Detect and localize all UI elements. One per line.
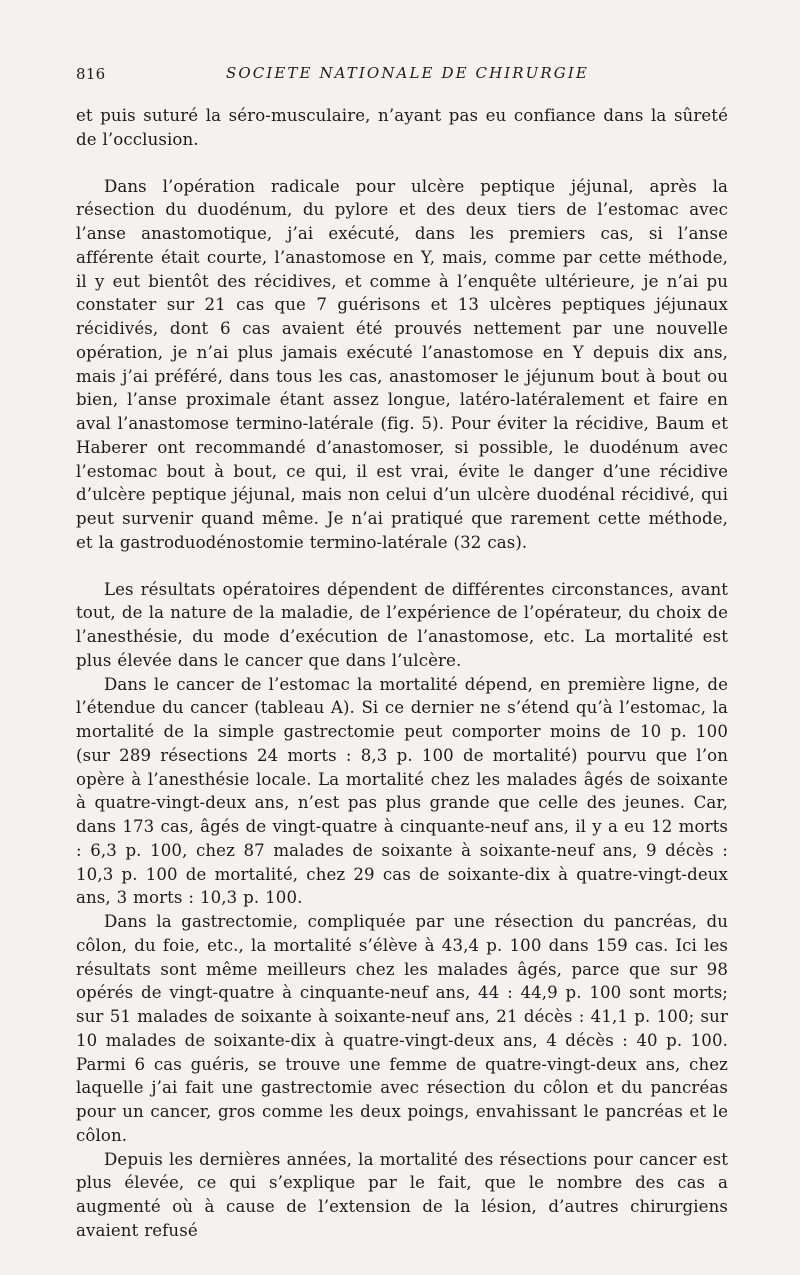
paragraph-cancer-mortality: Dans le cancer de l’estomac la mortalité dépend, en première ligne, de l’étendue du cancer (tableau A). Si ce dernier ne s’étend qu’à l’estomac, la mortalité de la simple gastrectomie peut comporter moins de 10 p. 100 (sur 289 résections 24 morts : 8,3 p. 100 de mortalité) pourvu que l’on opère à l’anesthésie locale. La mortalité chez les malades âgés de soixante à quatre-vingt-deux ans, n’est pas plus grande que celle des jeunes. Car, dans 173 cas, âgés de vingt-quatre à cinquante-neuf ans, il y a eu 12 morts : 6,3 p. 100, chez 87 malades de soixante à soixante-neuf ans, 9 décès : 10,3 p. 100 de mortalité, chez 29 cas de soixante-dix à quatre-vingt-deux ans, 3 morts : 10,3 p. 100.	[76, 674, 728, 908]
paragraph-operative-results: Les résultats opératoires dépendent de différentes circonstances, avant tout, de la nature de la maladie, de l’expérience de l’opérateur, du choix de l’anesthésie, du mode d’exécution de l’anastomose, etc. La mortalité est plus élevée dans le cancer que dans l’ulcère.	[76, 579, 728, 670]
page	[76, 62, 728, 1243]
page-header	[76, 62, 728, 92]
paragraph-continuation: et puis suturé la séro-musculaire, n’ayant pas eu confiance dans la sûreté de l’occlusion.	[76, 106, 728, 149]
text-body	[76, 104, 728, 1243]
paragraph-gastrectomy-complicated: Dans la gastrectomie, compliquée par une résection du pancréas, du côlon, du foie, etc., la mortalité s’élève à 43,4 p. 100 dans 159 cas. Ici les résultats sont même meilleurs chez les malades âgés, parce que sur 98 opérés de vingt-quatre à cinquante-neuf ans, 44 : 44,9 p. 100 sont morts; sur 51 malades de soixante à soixante-neuf ans, 21 décès : 41,1 p. 100; sur 10 malades de soixante-dix à quatre-vingt-deux ans, 4 décès : 40 p. 100. Parmi 6 cas guéris, se trouve une femme de quatre-vingt-deux ans, chez laquelle j’ai fait une gastrectomie avec résection du côlon et du pancréas pour un cancer, gros comme les deux poings, envahissant le pancréas et le côlon.	[76, 912, 728, 1145]
paragraph-peptic-ulcer: Dans l’opération radicale pour ulcère peptique jéjunal, après la résection du duodénum, du pylore et des deux tiers de l’estomac avec l’anse anastomotique, j’ai exécuté, dans les premiers cas, si l’anse afférente était courte, l’anastomose en Y, mais, comme par cette méthode, il y eut bientôt des récidives, et comme à l’enquête ultérieure, je n’ai pu constater sur 21 cas que 7 guérisons et 13 ulcères peptiques jéjunaux récidivés, dont 6 cas avaient été prouvés nettement par une nouvelle opération, je n’ai plus jamais exécuté l’anastomose en Y depuis dix ans, mais j’ai préféré, dans tous les cas, anastomoser le jéjunum bout à bout ou bien, l’anse proximale étant assez longue, latéro-latéralement et faire en aval l’anastomose termino-latérale (fig. 5). Pour éviter la récidive, Baum et Haberer ont recommandé d’anastomoser, si possible, le duodénum avec l’estomac bout à bout, ce qui, il est vrai, évite le danger d’une récidive d’ulcère peptique jéjunal, mais non celui d’un ulcère duodénal récidivé, qui peut survenir quand même. Je n’ai pratiqué que rarement cette méthode, et la gastroduodénostomie termino-latérale (32 cas).	[76, 176, 728, 552]
page-number: 816	[76, 65, 106, 83]
running-head: SOCIETE NATIONALE DE CHIRURGIE	[226, 64, 589, 82]
paragraph-recent-years: Depuis les dernières années, la mortalité des résections pour cancer est plus élevée, ce qui s’explique par le fait, que le nombre des cas a augmenté où à cause de l’extension de la lésion, d’autres chirurgiens avaient refusé	[76, 1149, 728, 1240]
